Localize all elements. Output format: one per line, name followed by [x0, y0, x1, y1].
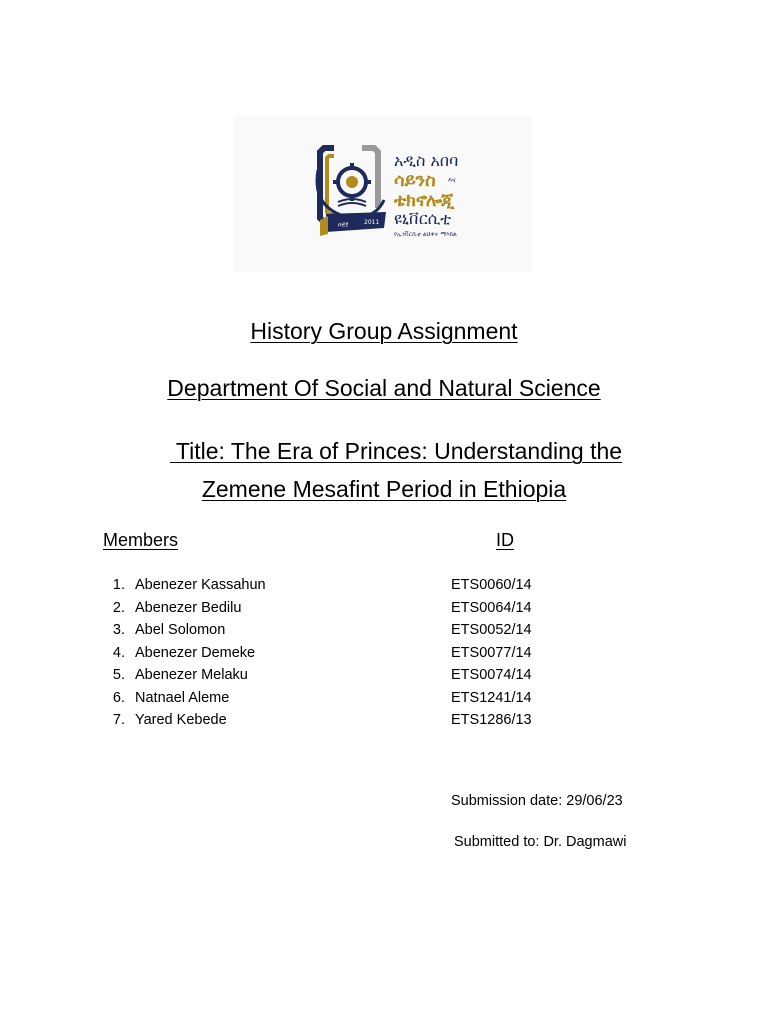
member-id: ETS0052/14: [451, 622, 532, 638]
members-header: Members: [103, 530, 179, 550]
list-item: [0, 577, 768, 599]
title-line-2: Zemene Mesafint Period in Ethiopia: [201, 476, 567, 502]
ribbon-right-text: 2011: [364, 219, 380, 226]
logo-text-line4: ዩኒቨርሲቲ: [394, 209, 452, 228]
member-number: 3.: [112, 622, 125, 638]
member-id: ETS1241/14: [451, 689, 532, 706]
member-name: Abenezer Kassahun: [135, 577, 266, 593]
university-logo: [234, 116, 532, 272]
list-item: [0, 622, 768, 644]
list-item: [0, 690, 768, 712]
logo-text-small: እና: [448, 176, 456, 184]
member-name: Abenezer Melaku: [135, 667, 248, 683]
member-name: Abenezer Demeke: [135, 644, 256, 661]
member-name: Abenezer Bedilu: [135, 599, 242, 616]
member-number: 7.: [112, 712, 125, 728]
university-emblem-icon: [234, 116, 532, 272]
member-id: ETS1286/13: [451, 712, 532, 728]
submitted-to: Submitted to: Dr. Dagmawi: [454, 834, 627, 850]
member-id: ETS0074/14: [451, 667, 532, 683]
member-id: ETS0064/14: [451, 599, 532, 616]
department-title: Department Of Social and Natural Science: [167, 375, 601, 401]
list-item: [0, 600, 768, 622]
logo-text-line3: ቴክኖሎጂ: [394, 190, 455, 211]
logo-text-line2: ሳይንስ: [394, 170, 436, 191]
logo-text-line1: አዲስ አበባ: [394, 151, 459, 170]
ribbon-left-text: ዐ፳፻: [338, 221, 349, 228]
member-number: 5.: [112, 667, 125, 683]
assignment-title: History Group Assignment: [250, 318, 518, 344]
submission-date: Submission date: 29/06/23: [451, 793, 623, 809]
list-item: [0, 645, 768, 667]
title-line-1: Title: The Era of Princes: Understanding the: [169, 438, 623, 464]
member-id: ETS0060/14: [451, 577, 532, 593]
list-item: [0, 667, 768, 689]
member-number: 4.: [112, 644, 125, 661]
member-number: 2.: [112, 599, 125, 616]
member-number: 6.: [112, 689, 125, 706]
list-item: [0, 712, 768, 734]
member-name: Yared Kebede: [135, 712, 227, 728]
member-name: Natnael Aleme: [135, 689, 230, 706]
logo-tagline: የኢንቨርሲቲ ልህቀት ማእከል: [394, 231, 457, 238]
member-id: ETS0077/14: [451, 644, 532, 661]
member-name: Abel Solomon: [135, 622, 226, 638]
id-header: ID: [496, 530, 514, 550]
member-number: 1.: [112, 577, 125, 593]
